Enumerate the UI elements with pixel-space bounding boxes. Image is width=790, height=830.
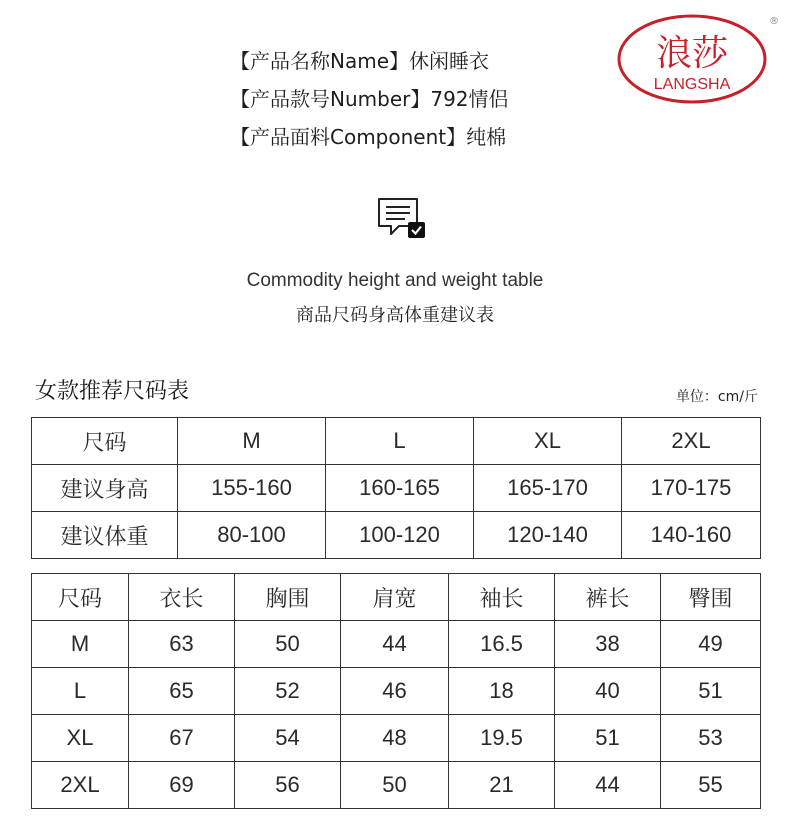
table-cell: 尺码: [32, 418, 178, 465]
document-check-icon: [375, 196, 431, 244]
product-component-line: 【产品面料Component】纯棉: [230, 125, 507, 149]
table-cell: 52: [235, 668, 341, 715]
table-cell: 38: [555, 621, 661, 668]
langsha-logo: [614, 8, 782, 108]
table-row: [32, 715, 761, 762]
table-cell: 2XL: [32, 762, 129, 809]
table-cell: 16.5: [449, 621, 555, 668]
section-title-zh: 商品尺码身高体重建议表: [296, 305, 494, 326]
table-row: [32, 465, 761, 512]
registered-mark: ®: [769, 16, 779, 27]
table-row: [32, 512, 761, 559]
table-cell: 2XL: [622, 418, 761, 465]
table-cell: 170-175: [622, 465, 761, 512]
table-row: [32, 621, 761, 668]
table-cell: 尺码: [32, 574, 129, 621]
product-number-line: 【产品款号Number】792情侣: [230, 87, 509, 111]
table-cell: 67: [129, 715, 235, 762]
table-cell: 69: [129, 762, 235, 809]
table-cell: 80-100: [178, 512, 326, 559]
table-cell: 160-165: [326, 465, 474, 512]
table-cell: 56: [235, 762, 341, 809]
table-cell: 53: [661, 715, 761, 762]
table-cell: 建议体重: [32, 512, 178, 559]
table-cell: L: [326, 418, 474, 465]
table-cell: 50: [341, 762, 449, 809]
table-cell: 54: [235, 715, 341, 762]
table-cell: XL: [32, 715, 129, 762]
table-cell: 建议身高: [32, 465, 178, 512]
table-header-row: [32, 574, 761, 621]
table-cell: 55: [661, 762, 761, 809]
table-cell: 40: [555, 668, 661, 715]
table-cell: 44: [555, 762, 661, 809]
table-cell: M: [178, 418, 326, 465]
section-title-en: Commodity height and weight table: [246, 270, 544, 291]
table-cell: 140-160: [622, 512, 761, 559]
table-cell: 18: [449, 668, 555, 715]
table-cell: 50: [235, 621, 341, 668]
table-cell: 63: [129, 621, 235, 668]
table-cell: 100-120: [326, 512, 474, 559]
size-table-title: 女款推荐尺码表: [35, 379, 190, 404]
table-cell: 21: [449, 762, 555, 809]
table-cell: 65: [129, 668, 235, 715]
table-cell: 肩宽: [341, 574, 449, 621]
table-cell: 155-160: [178, 465, 326, 512]
product-name-line: 【产品名称Name】休闲睡衣: [230, 49, 490, 73]
table-cell: 胸围: [235, 574, 341, 621]
table-cell: 臀围: [661, 574, 761, 621]
measurement-table: [31, 573, 761, 809]
brand-name-cn: 浪莎: [655, 33, 729, 74]
table-cell: XL: [474, 418, 622, 465]
table-cell: 衣长: [129, 574, 235, 621]
table-cell: M: [32, 621, 129, 668]
table-cell: 袖长: [449, 574, 555, 621]
table-cell: 48: [341, 715, 449, 762]
recommend-size-table: [31, 417, 761, 559]
brand-name-en: LANGSHA: [653, 76, 731, 93]
table-cell: 51: [661, 668, 761, 715]
table-row: [32, 762, 761, 809]
table-cell: 49: [661, 621, 761, 668]
table-cell: 19.5: [449, 715, 555, 762]
unit-label: 单位：cm/斤: [675, 389, 758, 405]
table-row: [32, 668, 761, 715]
table-cell: 44: [341, 621, 449, 668]
table-header-row: [32, 418, 761, 465]
brand-logo: [614, 8, 782, 108]
product-info: [230, 42, 590, 156]
table-cell: 46: [341, 668, 449, 715]
table-cell: 裤长: [555, 574, 661, 621]
table-cell: L: [32, 668, 129, 715]
table-cell: 165-170: [474, 465, 622, 512]
table-cell: 120-140: [474, 512, 622, 559]
table-cell: 51: [555, 715, 661, 762]
